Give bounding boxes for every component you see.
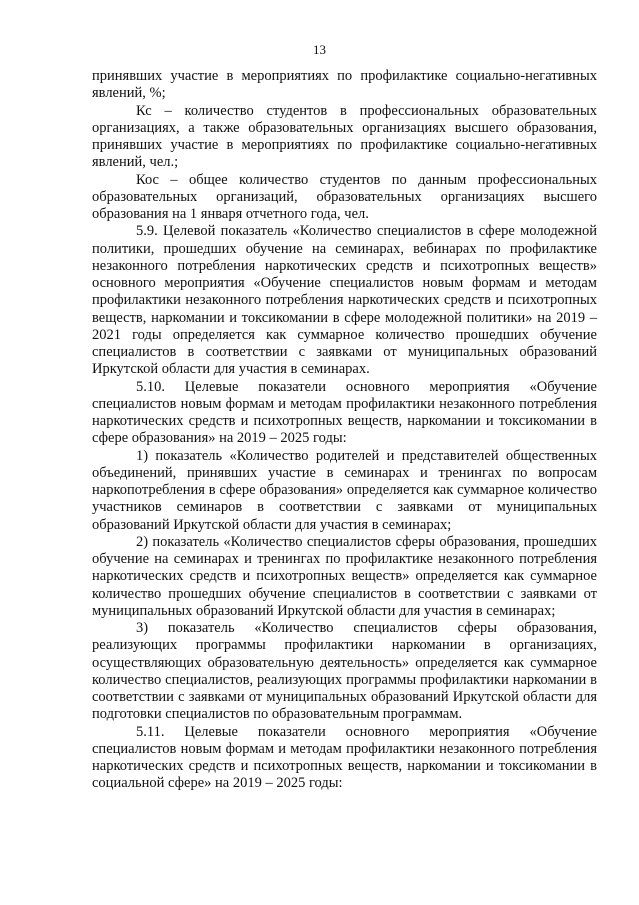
paragraph-continuation: принявших участие в мероприятиях по профилактике социально-негативных явлений, %;: [92, 68, 597, 102]
paragraph-koc-definition: Кос – общее количество студентов по данным профессиональных образовательных организаций, образовательных организациях высшего образования на 1 января отчетного года, чел.: [92, 171, 597, 222]
paragraph-5-10-item-3: 3) показатель «Количество специалистов сферы образования, реализующих программы профилактики наркомании в организациях, осуществляющих образовательную деятельность» определяется как суммарное количество специалистов, реализующих программы профилактики наркомании в соответствии с заявками от муниципальных образований Иркутской области для подготовки специалистов по образовательным программам.: [92, 620, 597, 723]
page-number: 13: [313, 42, 326, 57]
paragraph-5-10-item-2: 2) показатель «Количество специалистов сферы образования, прошедших обучение на семинарах и тренингах по профилактике незаконного потребления наркотических средств и психотропных веществ» определяется как суммарное количество прошедших обучение специалистов в соответствии с заявками от муниципальных образований Иркутской области для участия в семинарах;: [92, 533, 597, 619]
document-body: [92, 68, 597, 793]
paragraph-kc-definition: Кс – количество студентов в профессиональных образовательных организациях, а также образовательных организациях высшего образования, принявших участие в мероприятиях по профилактике социально-негативных явлений, чел.;: [92, 102, 597, 171]
paragraph-5-10: 5.10. Целевые показатели основного мероприятия «Обучение специалистов новым формам и методам профилактики незаконного потребления наркотических средств и психотропных веществ, наркомании и токсикомании в сфере образования» на 2019 – 2025 годы:: [92, 378, 597, 447]
paragraph-5-11: 5.11. Целевые показатели основного мероприятия «Обучение специалистов новым формам и методам профилактики незаконного потребления наркотических средств и психотропных веществ, наркомании и токсикомании в социальной сфере» на 2019 – 2025 годы:: [92, 723, 597, 792]
paragraph-5-9: 5.9. Целевой показатель «Количество специалистов в сфере молодежной политики, прошедших обучение на семинарах, вебинарах по профилактике незаконного потребления наркотических средств и психотропных веществ» основного мероприятия «Обучение специалистов новым формам и методам профилактики незаконного потребления наркотических средств и психотропных веществ, наркомании и токсикомании в сфере молодежной политики» на 2019 – 2021 годы определяется как суммарное количество прошедших обучение специалистов в соответствии с заявками от муниципальных образований Иркутской области для участия в семинарах.: [92, 223, 597, 378]
paragraph-5-10-item-1: 1) показатель «Количество родителей и представителей общественных объединений, принявших участие в семинарах и тренингах по вопросам наркопотребления в сфере образования» определяется как суммарное количество участников семинаров в соответствии с заявками от муниципальных образований Иркутской области для участия в семинарах;: [92, 447, 597, 533]
